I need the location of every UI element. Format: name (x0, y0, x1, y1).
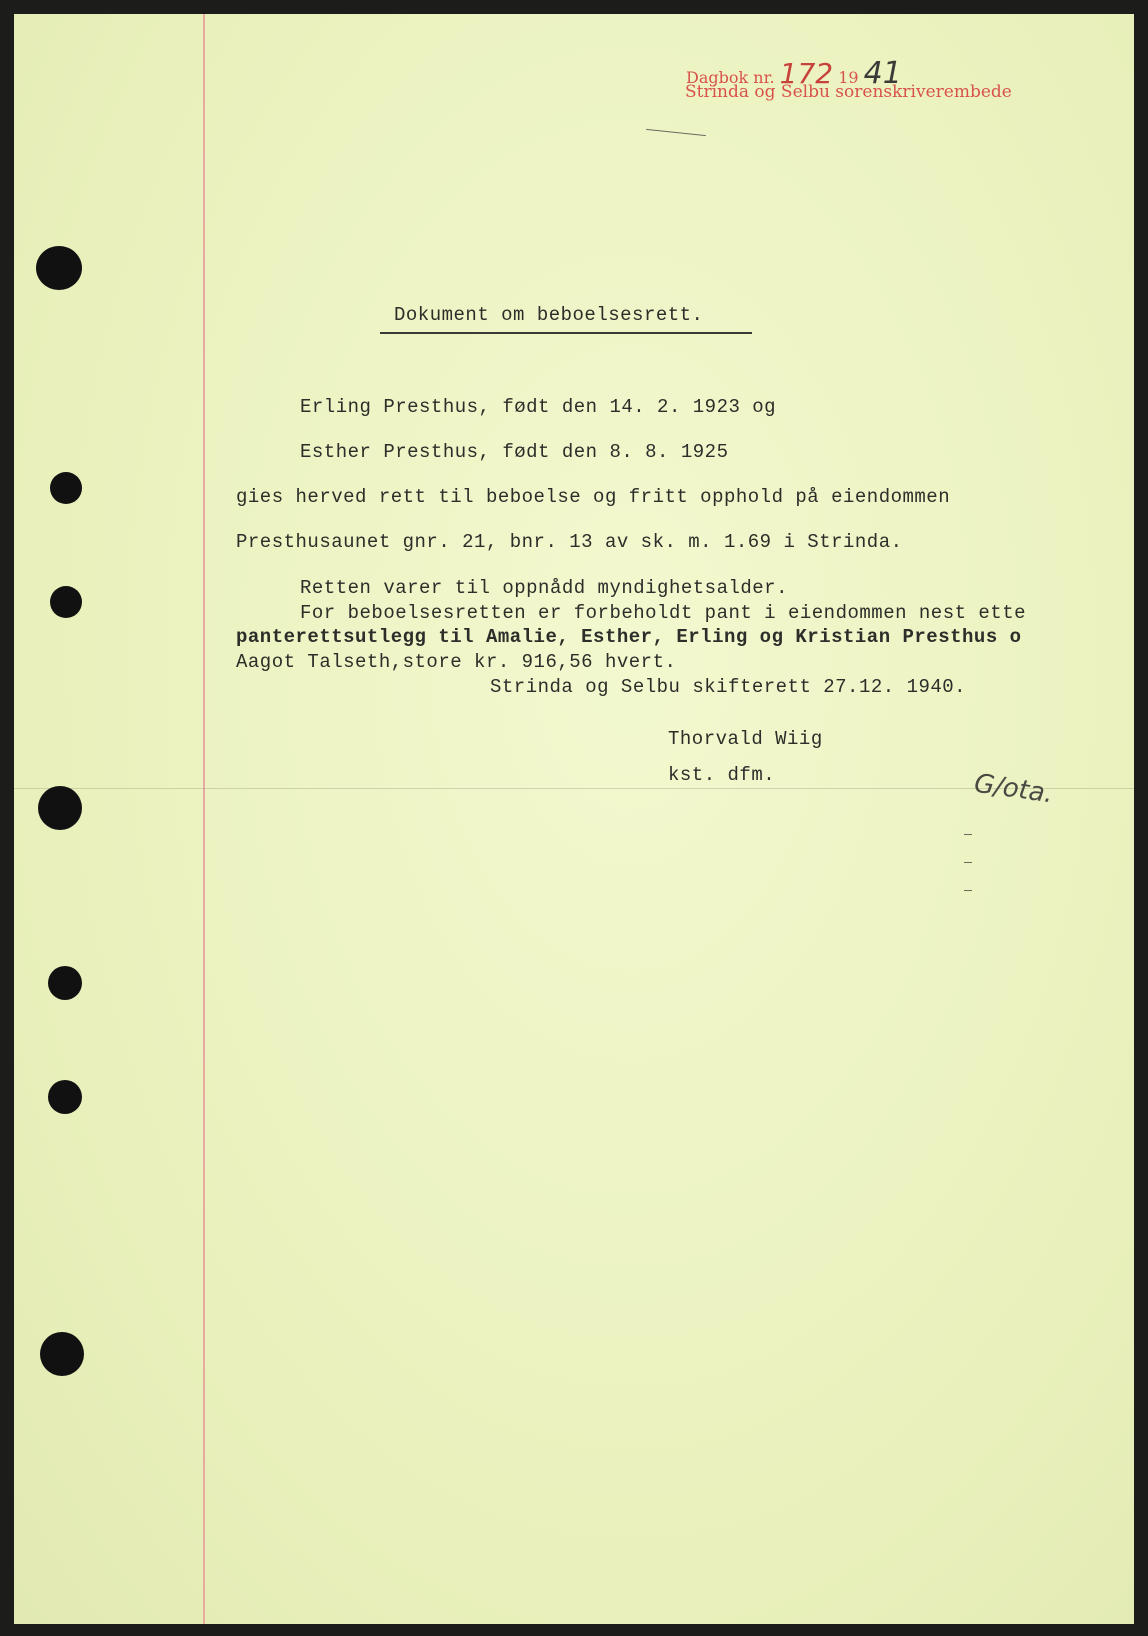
punch-hole (36, 246, 82, 290)
title-underline (380, 332, 752, 334)
year-suffix: 41 (863, 56, 902, 91)
dagbok-label: Dagbok nr. (686, 68, 775, 87)
handwritten-initials: G/ota. (972, 768, 1055, 810)
document-title: Dokument om beboelsesrett. (394, 304, 704, 326)
punch-hole (48, 966, 82, 1000)
punch-hole (40, 1332, 84, 1376)
red-margin-line (203, 14, 205, 1624)
body-line: Erling Presthus, født den 14. 2. 1923 og (300, 396, 777, 418)
body-line: Aagot Talseth,store kr. 916,56 hvert. (236, 651, 677, 673)
punch-hole (50, 472, 82, 504)
stray-mark (964, 834, 972, 835)
stray-mark (964, 862, 972, 863)
body-line: Retten varer til oppnådd myndighetsalder. (300, 577, 788, 599)
punch-hole (50, 586, 82, 618)
year-prefix: 19 (838, 68, 859, 87)
punch-hole (48, 1080, 82, 1114)
signature-name: Thorvald Wiig (668, 728, 823, 750)
document-page (14, 14, 1134, 1624)
body-line: Esther Presthus, født den 8. 8. 1925 (300, 441, 729, 463)
office-stamp: Strinda og Selbu sorenskriverembede (685, 82, 1012, 102)
stray-mark (964, 890, 972, 891)
body-line: gies herved rett til beboelse og fritt opphold på eiendommen (236, 486, 951, 508)
body-line: For beboelsesretten er forbeholdt pant i eiendommen nest ette (300, 602, 1027, 624)
body-line: Strinda og Selbu skifterett 27.12. 1940. (490, 676, 967, 698)
body-line: Presthusaunet gnr. 21, bnr. 13 av sk. m. 1.69 i Strinda. (236, 531, 903, 553)
punch-hole (38, 786, 82, 830)
body-line: panterettsutlegg til Amalie, Esther, Erling og Kristian Presthus o (236, 626, 1022, 648)
signature-title: kst. dfm. (668, 764, 776, 786)
dagbok-number: 172 (779, 57, 834, 90)
page-fold-line (14, 788, 1134, 789)
stray-mark (646, 129, 706, 136)
